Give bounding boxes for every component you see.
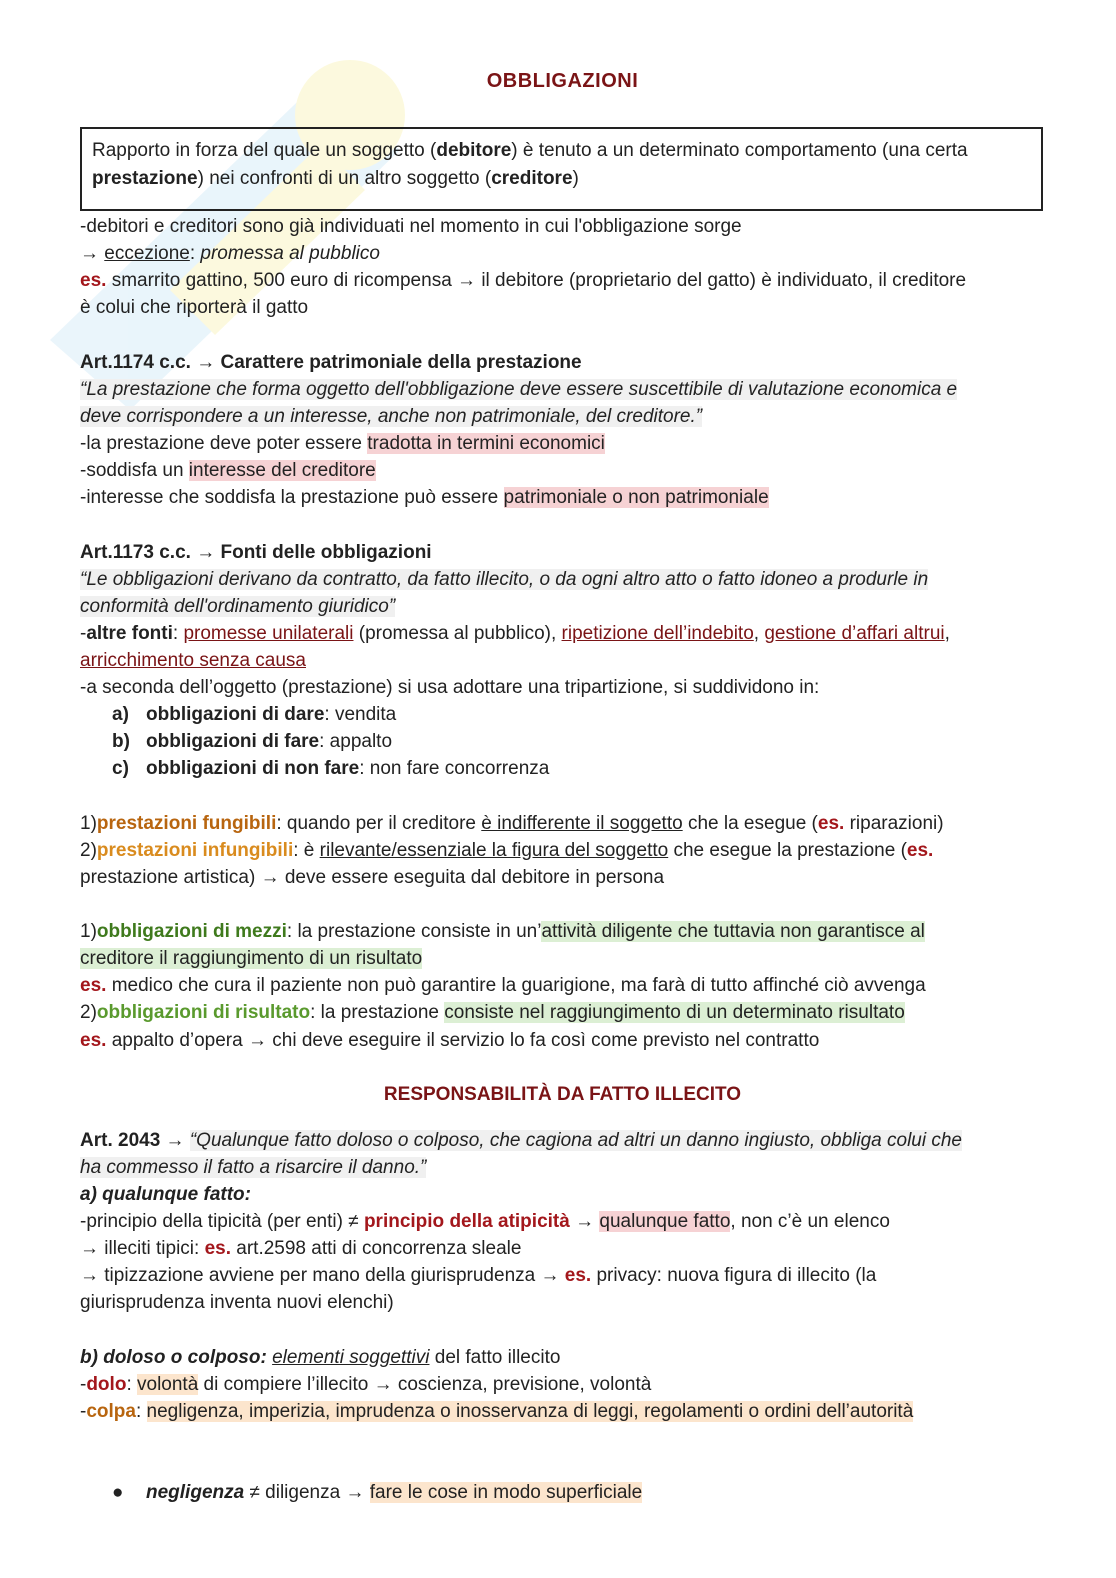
art1174-point-1: -la prestazione deve poter essere tradotta in termini economici: [80, 433, 605, 454]
art2043-a-line-2: → illeciti tipici: es. art.2598 atti di concorrenza sleale: [80, 1238, 522, 1259]
risultato-line: 2)obbligazioni di risultato: la prestazione consiste nel raggiungimento di un determinato risultato: [80, 1002, 905, 1023]
risultato-example: es. appalto d’opera → chi deve eseguire il servizio lo fa così come previsto nel contratto: [80, 1030, 820, 1051]
art1174-quote-2: deve corrispondere a un interesse, anche non patrimoniale, del creditore.”: [80, 406, 703, 427]
art1174-point-2: -soddisfa un interesse del creditore: [80, 460, 376, 481]
art1173-quote-2: conformità dell'ordinamento giuridico”: [80, 596, 396, 617]
art1174-heading: Art.1174 c.c. → Carattere patrimoniale della prestazione: [80, 352, 582, 373]
list-item: c) obbligazioni di non fare: non fare concorrenza: [112, 758, 550, 779]
intro-line-2: → eccezione: promessa al pubblico: [80, 243, 380, 264]
mezzi-line-2: creditore il raggiungimento di un risultato: [80, 948, 423, 969]
art2043-a-line-4: giurisprudenza inventa nuovi elenchi): [80, 1292, 394, 1313]
dolo-line: -dolo: volontà di compiere l’illecito → coscienza, previsione, volontà: [80, 1374, 652, 1395]
definition-box: Rapporto in forza del quale un soggetto (debitore) è tenuto a un determinato comportamento (una certa prestazione) nei confronti di un altro soggetto (creditore): [80, 127, 1043, 211]
section-title-responsabilita: RESPONSABILITÀ DA FATTO ILLECITO: [383, 1084, 742, 1105]
art2043-a-line-3: → tipizzazione avviene per mano della giurisprudenza → es. privacy: nuova figura di illecito (la: [80, 1265, 877, 1286]
intro-line-1: -debitori e creditori sono già individuati nel momento in cui l'obbligazione sorge: [80, 216, 742, 237]
intro-line-4: è colui che riporterà il gatto: [80, 297, 309, 318]
bullet-negligenza: ● negligenza ≠ diligenza → fare le cose in modo superficiale: [112, 1480, 642, 1506]
art1173-fonti-2: arricchimento senza causa: [80, 650, 306, 671]
intro-line-3: es. smarrito gattino, 500 euro di ricompensa → il debitore (proprietario del gatto) è individuato, il creditore: [80, 270, 967, 291]
art1174-quote-1: “La prestazione che forma oggetto dell'obbligazione deve essere suscettibile di valutazione economica e: [80, 379, 958, 400]
art2043-b-heading: b) doloso o colposo: elementi soggettivi del fatto illecito: [80, 1347, 561, 1368]
list-item: a) obbligazioni di dare: vendita: [112, 704, 397, 725]
art1173-fonti: -altre fonti: promesse unilaterali (promessa al pubblico), ripetizione dell’indebito, gestione d’affari altrui,: [80, 623, 950, 644]
list-item: b) obbligazioni di fare: appalto: [112, 731, 393, 752]
mezzi-line-1: 1)obbligazioni di mezzi: la prestazione consiste in un’attività diligente che tuttavia non garantisce al: [80, 921, 925, 942]
colpa-line: -colpa: negligenza, imperizia, imprudenza o inosservanza di leggi, regolamenti o ordini dell’autorità: [80, 1401, 914, 1422]
mezzi-example: es. medico che cura il paziente non può garantire la guarigione, ma farà di tutto affinché ciò avvenga: [80, 975, 926, 996]
art2043-a-line-1: -principio della tipicità (per enti) ≠ principio della atipicità → qualunque fatto, non c’è un elenco: [80, 1211, 890, 1232]
term-debitore: debitore: [436, 140, 512, 161]
term-creditore: creditore: [491, 168, 573, 189]
art1173-heading: Art.1173 c.c. → Fonti delle obbligazioni: [80, 542, 432, 563]
art2043-line-2: ha commesso il fatto a risarcire il danno.”: [80, 1157, 427, 1178]
fungibili-line-2: 2)prestazioni infungibili: è rilevante/essenziale la figura del soggetto che esegue la prestazione (es.: [80, 840, 934, 861]
page-title: OBBLIGAZIONI: [486, 70, 639, 92]
fungibili-line-1: 1)prestazioni fungibili: quando per il creditore è indifferente il soggetto che la esegue (es. riparazioni): [80, 813, 944, 834]
art1174-point-3: -interesse che soddisfa la prestazione può essere patrimoniale o non patrimoniale: [80, 487, 769, 508]
art1173-quote-1: “Le obbligazioni derivano da contratto, da fatto illecito, o da ogni altro atto o fatto idoneo a produrle in: [80, 569, 929, 590]
art1173-tripartizione: -a seconda dell’oggetto (prestazione) si usa adottare una tripartizione, si suddividono in:: [80, 677, 820, 698]
term-prestazione: prestazione: [92, 168, 198, 189]
art2043-line-1: Art. 2043 → “Qualunque fatto doloso o colposo, che cagiona ad altri un danno ingiusto, obbliga colui che: [80, 1130, 962, 1151]
fungibili-line-3: prestazione artistica) → deve essere eseguita dal debitore in persona: [80, 867, 665, 888]
bullet-icon: ●: [112, 1482, 124, 1503]
art2043-a-heading: a) qualunque fatto:: [80, 1184, 251, 1205]
